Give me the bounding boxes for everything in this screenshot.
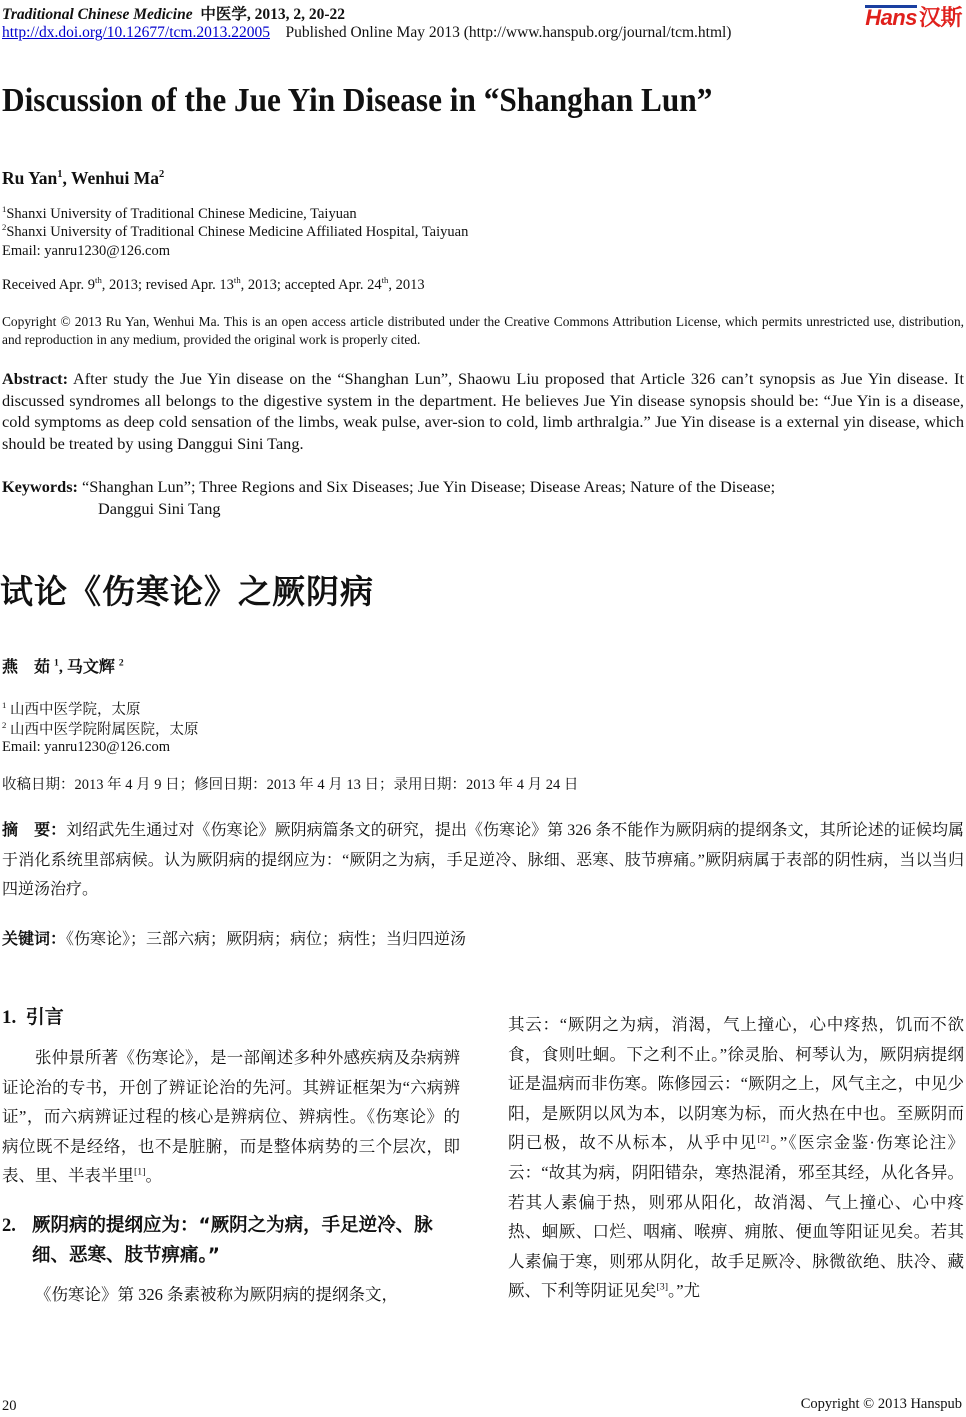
section-1-paragraph [2, 1043, 460, 1191]
abstract-label: Abstract: [2, 369, 69, 388]
date-text: , 2013; revised Apr. 13 [101, 277, 234, 293]
chinese-title: 试论《伤寒论》之厥阴病 [0, 572, 374, 611]
doi-line [2, 24, 731, 42]
right-column [508, 1010, 964, 1306]
dates-cn: 收稿日期：2013 年 4 月 9 日；修回日期：2013 年 4 月 13 日；录用日期：2013 年 4 月 24 日 [2, 777, 579, 793]
author-name-cn: 马文辉 [66, 659, 115, 676]
email-cn: Email: yanru1230@126.com [2, 739, 170, 755]
journal-name: Traditional Chinese Medicine [2, 6, 193, 23]
journal-header [2, 2, 345, 24]
chinese-abstract [2, 815, 964, 905]
journal-citation: 中医学, 2013, 2, 20-22 [200, 6, 346, 23]
english-title: Discussion of the Jue Yin Disease in “Shanghan Lun” [2, 82, 713, 119]
date-sup: th [233, 275, 241, 286]
english-abstract [2, 368, 964, 454]
affiliation-sup: 1 [2, 700, 7, 711]
citation-ref[interactable]: [3] [656, 1281, 669, 1293]
section-2-paragraph: 《伤寒论》第 326 条素被称为厥阴病的提纲条文， [35, 1284, 398, 1304]
affiliation-cn-1 [2, 698, 140, 719]
affiliation-sup: 2 [2, 720, 7, 731]
affiliation-sup: 1 [2, 204, 7, 215]
dates-en [2, 277, 425, 294]
english-authors: Ru Yan$^1$, Wenhui Ma$^2$ [2, 168, 165, 188]
date-text: Received Apr. 9 [2, 277, 96, 293]
abstract-text: After study the Jue Yin disease on the “Shanghan Lun”, Shaowu Liu proposed that Article 326 can’t synopsis as Jue Yin disease. It discussed syndromes all belongs to the digestive system in the department. He believes Jue Yin disease synopsis should be: “Jue Yin is a disease, cold symptoms as deep cold sensation of the limbs, weak pulse, aver-sion to cold, limb arthralgia.” Jue Yin disease is a external yin disease, which should be treated by using Danggui Sini Tang. [2, 369, 964, 453]
author-name: Ru Yan [2, 168, 58, 188]
footer-copyright: Copyright © 2013 Hanspub [800, 1396, 962, 1412]
paragraph-text: 其云：“厥阴之为病，消渴，气上撞心，心中疼热，饥而不欲食，食则吐蛔。下之利不止。”徐灵胎、柯琴认为，厥阴病提纲证是温病而非伤寒。陈修园云：“厥阴之上，风气主之，中见少阳，是厥阴以风为本，以阴寒为标，而火热在中也。至厥阴而阴已极，故不从标本，从乎中见 [508, 1015, 964, 1153]
affiliation-cn-2 [2, 718, 198, 739]
logo-text-en: Hans [865, 5, 917, 30]
citation-ref[interactable]: [1] [134, 1166, 146, 1178]
keywords-label: Keywords: [2, 477, 78, 496]
published-online: Published Online May 2013 (http://www.hanspub.org/journal/tcm.html) [285, 24, 732, 41]
left-column [2, 1002, 460, 1310]
date-text: , 2013; accepted Apr. 24 [240, 277, 382, 293]
author-sup: 1 [57, 169, 63, 181]
date-text: , 2013 [388, 277, 425, 293]
author-name-cn: 燕 茹 [2, 659, 51, 676]
affiliation-text: 山西中医学院，太原 [9, 702, 141, 718]
affiliation-2 [2, 224, 468, 241]
email-en: Email: yanru1230@126.com [2, 243, 170, 259]
affiliation-sup: 2 [2, 222, 7, 233]
chinese-authors: 燕 茹 $^1$, 马文辉 $^2$ [2, 657, 124, 676]
logo-text-cn: 汉斯 [918, 5, 962, 30]
keywords-text: “Shanghan Lun”; Three Regions and Six Diseases; Jue Yin Disease; Disease Areas; Nature of the Disease; [82, 477, 776, 496]
section-title: 厥阴病的提纲应为：“厥阴之为病，手足逆冷、脉细、恶寒、肢节痹痛。” [32, 1214, 433, 1266]
author-sup: 2 [118, 657, 124, 669]
english-keywords [2, 476, 964, 519]
abstract-text-cn: 刘绍武先生通过对《伤寒论》厥阴病篇条文的研究，提出《伤寒论》第 326 条不能作为厥阴病的提纲条文，其所论述的证候均属于消化系统里部病候。认为厥阴病的提纲应为：“厥阴之为病，手足逆冷、脉细、恶寒、肢节痹痛。”厥阴病属于表部的阴性病，当以当归四逆汤治疗。 [2, 822, 964, 898]
affiliation-text: Shanxi University of Traditional Chinese Medicine, Taiyuan [6, 206, 357, 222]
paragraph-text: 。”尤 [668, 1281, 701, 1301]
keywords-label-cn: 关键词： [2, 929, 67, 948]
paragraph-text: 。”《医宗金鉴·伤寒论注》云：“故其为病，阴阳错杂，寒热混淆，邪至其经，从化各异。若其人素偏于热，则邪从阳化，故消渴、气上撞心、心中疼热、蛔厥、口烂、咽痛、喉痹、痈脓、便血等阳证见矣。若其人素偏于寒，则邪从阴化，故手足厥冷、脉微欲绝、肤冷、藏厥、下利等阴证见矣 [508, 1133, 965, 1301]
right-column-paragraph [508, 1010, 964, 1306]
doi-link[interactable]: http://dx.doi.org/10.12677/tcm.2013.22005 [2, 24, 270, 41]
author-name: Wenhui Ma [70, 168, 159, 188]
paragraph-text: 张仲景所著《伤寒论》，是一部阐述多种外感疾病及杂病辨证论治的专书，开创了辨证论治的先河。其辨证框架为“六病辨证”，而六病辨证过程的核心是辨病位、辨病性。《伤寒论》的病位既不是经络，也不是脏腑，而是整体病势的三个层次，即表、里、半表半里 [2, 1048, 460, 1186]
copyright-notice: Copyright © 2013 Ru Yan, Wenhui Ma. This is an open access article distributed under the Creative Commons Attribution License, which permits unrestricted use, distribution, and reproduction in any medium, provided the original work is properly cited. [2, 314, 964, 347]
section-number: 1. [2, 1007, 17, 1028]
citation-ref[interactable]: [2] [757, 1133, 770, 1145]
date-sup: th [381, 275, 389, 286]
date-sup: th [95, 275, 102, 286]
section-title: 引言 [25, 1006, 64, 1028]
affiliation-1 [2, 206, 357, 223]
section-2-heading [2, 1211, 460, 1270]
section-number: 2. [2, 1215, 16, 1236]
author-sup: 2 [158, 169, 165, 181]
keywords-text-line2: Danggui Sini Tang [98, 498, 221, 518]
affiliation-text: Shanxi University of Traditional Chinese Medicine Affiliated Hospital, Taiyuan [6, 224, 469, 240]
section-1-heading [2, 1002, 460, 1029]
chinese-keywords [2, 926, 466, 949]
author-sup: 1 [54, 657, 59, 669]
paragraph-text: 。 [145, 1166, 163, 1186]
affiliation-text: 山西中医学院附属医院，太原 [9, 722, 199, 738]
abstract-label-cn: 摘 要： [2, 820, 67, 839]
keywords-text-cn: 《伤寒论》；三部六病；厥阴病；病位；病性；当归四逆汤 [66, 931, 467, 948]
page-number: 20 [2, 1398, 17, 1414]
hans-logo [865, 1, 962, 32]
